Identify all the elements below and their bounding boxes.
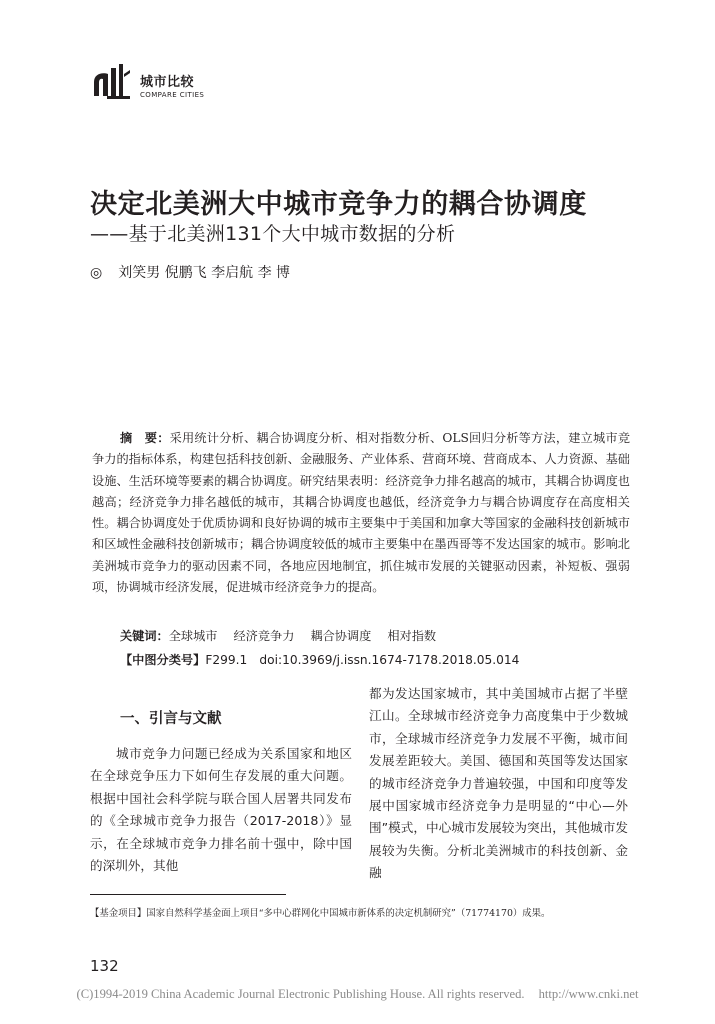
- abstract-label: 摘 要：: [120, 431, 170, 445]
- keywords-label: 关键词：: [120, 629, 169, 643]
- journal-logo-icon: [90, 62, 134, 106]
- body-left-column: 城市竞争力问题已经成为关系国家和地区在全球竞争压力下如何生存发展的重大问题。根据中国社会科学院与联合国人居署共同发布的《全球城市竞争力报告（2017-2018）》显示，在全球城市竞争力排名前十强中，除中国的深圳外，其他: [90, 746, 352, 874]
- classification: [120, 650, 640, 671]
- abstract-text: 采用统计分析、耦合协调度分析、相对指数分析、OLS回归分析等方法，建立城市竞争力的指标体系，构建包括科技创新、金融服务、产业体系、营商环境、营商成本、人力资源、基础设施、生活环境等要素的耦合协调度。研究结果表明：经济竞争力排名越高的城市，其耦合协调度也越高；经济竞争力排名越低的城市，其耦合协调度也越低，经济竞争力与耦合协调度存在高度相关性。耦合协调度处于优质协调和良好协调的城市主要集中于美国和加拿大等国家的金融科技创新城市和区域性金融科技创新城市；耦合协调度较低的城市主要集中在墨西哥等不发达国家的城市。影响北美洲城市竞争力的驱动因素不同，各地应因地制宜，抓住城市发展的关键驱动因素，补短板、强弱项，协调城市经济发展，促进城市经济竞争力的提高。: [92, 431, 631, 595]
- keyword: 耦合协调度: [310, 629, 372, 643]
- article-subtitle: ——基于北美洲131个大中城市数据的分析: [90, 223, 456, 245]
- author-mark: ◎: [90, 265, 103, 281]
- cnki-url[interactable]: http://www.cnki.net: [538, 987, 639, 1001]
- author-line: [90, 262, 290, 282]
- classification-value: F299.1 doi:10.3969/j.issn.1674-7178.2018.05.014: [205, 653, 520, 667]
- abstract: [92, 428, 630, 598]
- section-heading: 一、引言与文献: [120, 711, 222, 727]
- author-names: 刘笑男 倪鹏飞 李启航 李 博: [118, 265, 291, 281]
- journal-section-cn: 城市比较: [140, 75, 195, 90]
- keywords: [120, 626, 630, 647]
- body-right-column: 都为发达国家城市，其中美国城市占据了半壁江山。全球城市经济竞争力高度集中于少数城市，全球城市经济竞争力发展不平衡，城市间发展差距较大。美国、德国和英国等发达国家的城市经济竞争力普遍较强，中国和印度等发展中国家城市经济竞争力是明显的“中心—外围”模式，中心城市发展较为突出，其他城市发展较为失衡。分析北美洲城市的科技创新、金融: [369, 686, 628, 881]
- journal-section-en: COMPARE CITIES: [140, 91, 205, 99]
- page-number: 132: [90, 957, 119, 975]
- article-title: 决定北美洲大中城市竞争力的耦合协调度: [90, 189, 587, 220]
- keyword: 经济竞争力: [233, 629, 295, 643]
- copyright-line: [0, 987, 715, 1002]
- copyright-notice: (C)1994-2019 China Academic Journal Electronic Publishing House. All rights reserved.: [76, 987, 525, 1001]
- classification-label: 【中图分类号】: [120, 653, 206, 667]
- footnote-divider: [90, 894, 286, 895]
- keyword: 全球城市: [168, 629, 218, 643]
- funding-footnote: 【基金项目】国家自然科学基金面上项目“多中心群网化中国城市新体系的决定机制研究”（71774170）成果。: [90, 908, 551, 919]
- keyword: 相对指数: [387, 629, 437, 643]
